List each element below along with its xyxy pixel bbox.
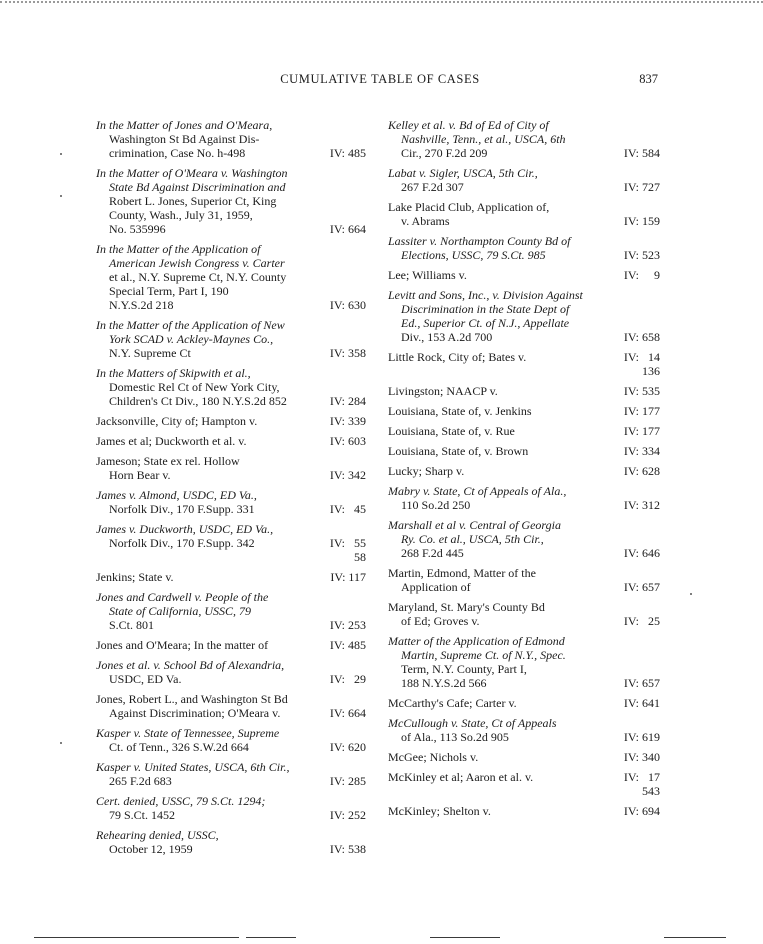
case-entry-text: Cir., 270 F.2d 209 (401, 146, 488, 160)
case-citation: IV: 538 (329, 842, 366, 856)
case-entry-text: of Ed; Groves v. (401, 614, 480, 628)
case-entry-text: Div., 153 A.2d 700 (401, 330, 493, 344)
case-citation: IV: 658 (623, 330, 660, 344)
case-citation: IV: 340 (623, 750, 660, 764)
case-citation: IV: 285 (329, 774, 366, 788)
case-entry (388, 566, 660, 594)
bottom-rule (34, 937, 239, 938)
case-entry (96, 318, 366, 360)
case-entry-text: Livingston; NAACP v. (388, 384, 498, 398)
case-entry-text: 267 F.2d 307 (401, 180, 464, 194)
case-entry (96, 522, 366, 564)
case-entry (388, 716, 660, 744)
case-entry-line (96, 380, 366, 394)
case-citation: IV: 603 (329, 434, 366, 448)
case-entry-line (388, 316, 660, 330)
case-entry-text: of Ala., 113 So.2d 905 (401, 730, 509, 744)
case-entry-text: State Bd Against Discrimination and (109, 180, 286, 194)
bottom-rule (664, 937, 726, 938)
case-entry-text: Against Discrimination; O'Meara v. (109, 706, 281, 720)
case-citation: IV: 630 (329, 298, 366, 312)
case-entry (388, 424, 660, 438)
case-entry-text: James et al; Duckworth et al. v. (96, 434, 247, 448)
case-entry-text: Nashville, Tenn., et al., USCA, 6th (401, 132, 566, 146)
case-entry-text: 188 N.Y.S.2d 566 (401, 676, 487, 690)
case-entry (96, 692, 366, 720)
case-entry (388, 234, 660, 262)
case-citation: IV: 9 (623, 268, 660, 282)
case-entry (96, 828, 366, 856)
case-entry-text: 110 So.2d 250 (401, 498, 471, 512)
case-entry-line (388, 716, 660, 730)
case-citation: IV: 641 (623, 696, 660, 710)
case-citation-extra: 543 (642, 784, 660, 798)
case-entry-line (96, 522, 366, 536)
case-entry (96, 590, 366, 632)
case-citation: IV: 29 (329, 672, 366, 686)
case-citation: IV: 523 (623, 248, 660, 262)
case-entry-text: In the Matter of the Application of New (96, 318, 285, 332)
case-entry (96, 794, 366, 822)
case-citation: IV: 584 (623, 146, 660, 160)
case-entry-text: Discrimination in the State Dept of (401, 302, 570, 316)
case-entry-text: James v. Duckworth, USDC, ED Va., (96, 522, 274, 536)
case-entry-text: Kasper v. State of Tennessee, Supreme (96, 726, 280, 740)
scan-speck (60, 195, 62, 197)
case-entry (388, 518, 660, 560)
case-entry-line (96, 332, 366, 346)
case-entry-text: County, Wash., July 31, 1959, (109, 208, 253, 222)
case-entry (96, 434, 366, 448)
case-entry-line (388, 532, 660, 546)
case-entry (96, 366, 366, 408)
case-entry (96, 454, 366, 482)
case-entry-text: 79 S.Ct. 1452 (109, 808, 176, 822)
case-entry-line (388, 634, 660, 648)
case-entry-line (388, 484, 660, 498)
case-entry-text: Term, N.Y. County, Part I, (401, 662, 527, 676)
case-entry-text: Norfolk Div., 170 F.Supp. 342 (109, 536, 255, 550)
case-entry-text: In the Matter of Jones and O'Meara, (96, 118, 273, 132)
case-citation: IV: 25 (623, 614, 660, 628)
case-citation: IV: 358 (329, 346, 366, 360)
case-entry (388, 288, 660, 344)
case-entry (96, 658, 366, 686)
case-entry-line (96, 488, 366, 502)
case-entry-text: Horn Bear v. (109, 468, 171, 482)
case-entry-line (96, 180, 366, 194)
case-entry-text: USDC, ED Va. (109, 672, 182, 686)
case-entry-line (96, 726, 366, 740)
case-entry-text: Marshall et al v. Central of Georgia (388, 518, 561, 532)
case-entry-text: Ry. Co. et al., USCA, 5th Cir., (401, 532, 544, 546)
case-entry-line (96, 454, 366, 468)
case-entry-line (388, 288, 660, 302)
right-column (388, 118, 660, 824)
case-entry-text: York SCAD v. Ackley-Maynes Co., (109, 332, 274, 346)
case-citation: IV: 339 (329, 414, 366, 428)
case-entry-text: Maryland, St. Mary's County Bd (388, 600, 545, 614)
case-entry-line (96, 242, 366, 256)
case-entry-text: Little Rock, City of; Bates v. (388, 350, 527, 364)
case-entry-line (96, 284, 366, 298)
case-entry-text: Children's Ct Div., 180 N.Y.S.2d 852 (109, 394, 287, 408)
case-entry-text: American Jewish Congress v. Carter (109, 256, 285, 270)
case-entry-text: No. 535996 (109, 222, 166, 236)
case-entry-text: N.Y. Supreme Ct (109, 346, 191, 360)
case-entry-text: Labat v. Sigler, USCA, 5th Cir., (388, 166, 538, 180)
left-column (96, 118, 366, 862)
page-top-edge (0, 1, 763, 3)
case-entry-text: McKinley et al; Aaron et al. v. (388, 770, 534, 784)
case-entry-text: McCullough v. State, Ct of Appeals (388, 716, 557, 730)
case-entry (388, 600, 660, 628)
case-citation: IV: 485 (329, 146, 366, 160)
case-entry (96, 488, 366, 516)
case-entry-text: Rehearing denied, USSC, (96, 828, 219, 842)
case-entry-line (388, 566, 660, 580)
case-entry-line (96, 828, 366, 842)
case-entry (96, 760, 366, 788)
case-entry-line (96, 194, 366, 208)
scan-speck (690, 593, 692, 595)
case-entry-line (96, 692, 366, 706)
case-citation: IV: 177 (623, 424, 660, 438)
case-entry (388, 750, 660, 764)
case-entry-text: Ed., Superior Ct. of N.J., Appellate (401, 316, 570, 330)
case-entry (96, 638, 366, 652)
case-entry-text: McCarthy's Cafe; Carter v. (388, 696, 517, 710)
case-citation: IV: 620 (329, 740, 366, 754)
case-citation: IV: 312 (623, 498, 660, 512)
case-entry-text: Washington St Bd Against Dis- (109, 132, 260, 146)
case-entry (96, 166, 366, 236)
page-number: 837 (639, 72, 658, 86)
case-entry-text: S.Ct. 801 (109, 618, 155, 632)
case-entry-line (96, 270, 366, 284)
case-entry-text: Elections, USSC, 79 S.Ct. 985 (401, 248, 546, 262)
case-entry-text: Application of (401, 580, 471, 594)
case-entry (388, 634, 660, 690)
case-entry-text: Kasper v. United States, USCA, 6th Cir., (96, 760, 290, 774)
case-entry-text: Lassiter v. Northampton County Bd of (388, 234, 571, 248)
case-citation: IV: 694 (623, 804, 660, 818)
case-entry-text: v. Abrams (401, 214, 450, 228)
case-entry-line (96, 118, 366, 132)
case-citation: IV: 117 (330, 570, 366, 584)
case-entry-line (388, 132, 660, 146)
case-entry-line (96, 256, 366, 270)
case-entry-text: Jones and Cardwell v. People of the (96, 590, 269, 604)
case-entry-text: Martin, Supreme Ct. of N.Y., Spec. (401, 648, 566, 662)
case-entry-line (96, 658, 366, 672)
case-entry-text: In the Matter of O'Meara v. Washington (96, 166, 288, 180)
case-entry (388, 404, 660, 418)
case-citation: IV: 342 (329, 468, 366, 482)
case-citation: IV: 646 (623, 546, 660, 560)
case-citation-extra: 58 (354, 550, 366, 564)
case-entry-line (96, 604, 366, 618)
case-entry (388, 166, 660, 194)
case-entry (388, 484, 660, 512)
case-entry-text: Jones, Robert L., and Washington St Bd (96, 692, 288, 706)
case-entry-text: Special Term, Part I, 190 (109, 284, 229, 298)
case-entry-text: Lucky; Sharp v. (388, 464, 465, 478)
case-entry-text: Jacksonville, City of; Hampton v. (96, 414, 258, 428)
case-entry-text: Louisiana, State of, v. Jenkins (388, 404, 532, 418)
case-entry-text: State of California, USSC, 79 (109, 604, 252, 618)
case-entry-line (96, 166, 366, 180)
case-citation: IV: 619 (623, 730, 660, 744)
case-entry-line (96, 590, 366, 604)
case-entry-line (388, 200, 660, 214)
case-entry-text: October 12, 1959 (109, 842, 193, 856)
case-entry-line (96, 794, 366, 808)
case-entry-text: Lee; Williams v. (388, 268, 467, 282)
case-entry-line (388, 648, 660, 662)
case-entry-text: Martin, Edmond, Matter of the (388, 566, 536, 580)
case-entry-text: Jameson; State ex rel. Hollow (96, 454, 240, 468)
case-citation: IV: 252 (329, 808, 366, 822)
case-citation: IV: 177 (623, 404, 660, 418)
case-entry-text: Cert. denied, USSC, 79 S.Ct. 1294; (96, 794, 266, 808)
case-entry-text: Levitt and Sons, Inc., v. Division Against (388, 288, 583, 302)
case-entry-text (401, 364, 404, 378)
case-entry-text: McGee; Nichols v. (388, 750, 479, 764)
case-citation: IV: 55 (329, 536, 366, 550)
case-entry (388, 118, 660, 160)
case-entry-text (109, 550, 112, 564)
case-entry-line (96, 318, 366, 332)
case-entry-text (401, 784, 404, 798)
bottom-rule (430, 937, 500, 938)
case-entry-line (388, 518, 660, 532)
case-citation: IV: 657 (623, 676, 660, 690)
case-entry-line (388, 600, 660, 614)
scan-speck (60, 153, 62, 155)
case-citation: IV: 664 (329, 222, 366, 236)
case-citation: IV: 664 (329, 706, 366, 720)
case-citation: IV: 535 (623, 384, 660, 398)
case-entry (388, 464, 660, 478)
case-entry-text: Louisiana, State of, v. Rue (388, 424, 515, 438)
case-entry-text: Mabry v. State, Ct of Appeals of Ala., (388, 484, 567, 498)
case-entry-text: Robert L. Jones, Superior Ct, King (109, 194, 277, 208)
case-citation: IV: 284 (329, 394, 366, 408)
page-header (0, 70, 763, 90)
bottom-rule (246, 937, 296, 938)
case-entry (388, 200, 660, 228)
running-title: CUMULATIVE TABLE OF CASES (280, 72, 480, 86)
case-entry (96, 118, 366, 160)
case-entry (388, 268, 660, 282)
case-entry-text: 268 F.2d 445 (401, 546, 464, 560)
case-entry-line (96, 132, 366, 146)
case-entry-line (388, 302, 660, 316)
case-entry-line (388, 662, 660, 676)
case-entry-line (96, 366, 366, 380)
case-entry-line (388, 166, 660, 180)
case-entry (388, 696, 660, 710)
case-citation: IV: 727 (623, 180, 660, 194)
case-entry-text: In the Matter of the Application of (96, 242, 261, 256)
case-entry (96, 414, 366, 428)
case-entry-text: et al., N.Y. Supreme Ct, N.Y. County (109, 270, 287, 284)
case-entry-text: Jones and O'Meara; In the matter of (96, 638, 269, 652)
case-entry-text: Domestic Rel Ct of New York City, (109, 380, 280, 394)
case-citation: IV: 45 (329, 502, 366, 516)
case-entry (388, 444, 660, 458)
case-entry-text: Louisiana, State of, v. Brown (388, 444, 529, 458)
case-citation: IV: 628 (623, 464, 660, 478)
case-citation: IV: 17 (623, 770, 660, 784)
case-citation: IV: 253 (329, 618, 366, 632)
case-entry-line (388, 234, 660, 248)
case-entry-text: In the Matters of Skipwith et al., (96, 366, 251, 380)
case-citation-extra: 136 (642, 364, 660, 378)
case-entry-text: N.Y.S.2d 218 (109, 298, 174, 312)
case-entry (96, 570, 366, 584)
case-citation: IV: 14 (623, 350, 660, 364)
case-entry-line (96, 208, 366, 222)
case-entry-text: McKinley; Shelton v. (388, 804, 491, 818)
case-entry (388, 770, 660, 798)
case-entry-text: Norfolk Div., 170 F.Supp. 331 (109, 502, 255, 516)
case-entry (96, 726, 366, 754)
case-entry (388, 350, 660, 378)
case-entry-line (388, 118, 660, 132)
case-entry-line (96, 760, 366, 774)
case-citation: IV: 334 (623, 444, 660, 458)
case-entry-text: James v. Almond, USDC, ED Va., (96, 488, 257, 502)
case-entry-text: Jones et al. v. School Bd of Alexandria, (96, 658, 285, 672)
case-entry-text: crimination, Case No. h-498 (109, 146, 246, 160)
case-entry-text: Ct. of Tenn., 326 S.W.2d 664 (109, 740, 249, 754)
case-entry-text: Jenkins; State v. (96, 570, 174, 584)
case-entry (388, 384, 660, 398)
case-citation: IV: 485 (329, 638, 366, 652)
case-entry (388, 804, 660, 818)
scan-speck (60, 742, 62, 744)
case-entry-text: Matter of the Application of Edmond (388, 634, 565, 648)
case-citation: IV: 657 (623, 580, 660, 594)
case-entry (96, 242, 366, 312)
case-entry-text: 265 F.2d 683 (109, 774, 172, 788)
case-citation: IV: 159 (623, 214, 660, 228)
case-entry-text: Lake Placid Club, Application of, (388, 200, 550, 214)
case-entry-text: Kelley et al. v. Bd of Ed of City of (388, 118, 549, 132)
